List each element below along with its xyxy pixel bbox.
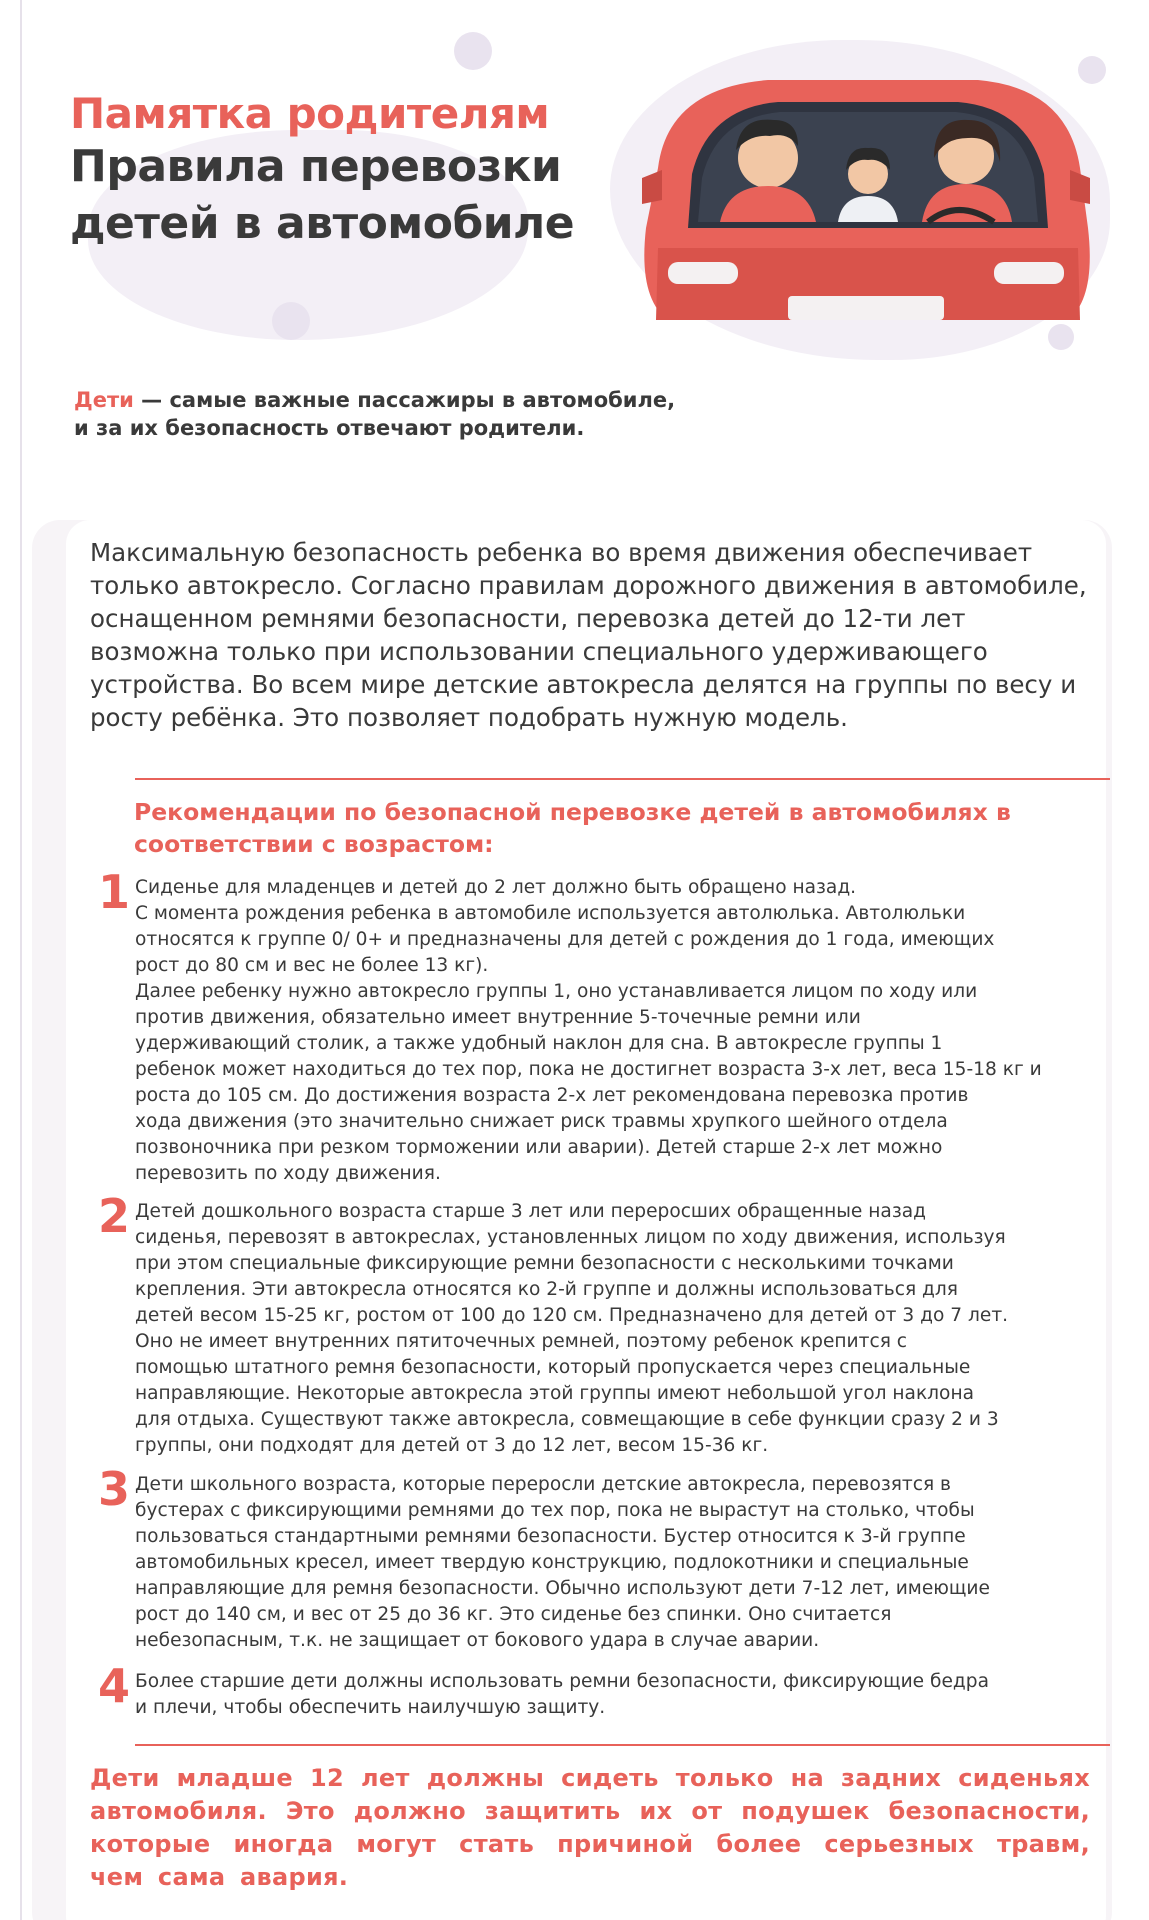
page-edge-line [20,0,22,1920]
title-line: Правила перевозки [70,141,562,193]
divider [135,1744,1110,1746]
item-text: Более старшие дети должны использовать ремни безопасности, фиксирующие бедра и плечи, чтобы обеспечить наилучшую защиту. [135,1671,989,1718]
item-text: Дети школьного возраста, которые переросли детские автокресла, перевозятся в бустерах с фиксирующими ремнями до тех пор, пока не вырастут на столько, чтобы пользоваться стандартными ремнями безопасности. Бустер относится к 3-й группе автомобильных кресел, имеет твердую конструкцию, подлокотники и специальные направляющие для ремня безопасности. Обычно используют дети 7-12 лет, имеющие рост до 140 см, и вес от 25 до 36 кг. Это сиденье без спинки. Оно считается небезопасным, т.к. не защищает от бокового удара в случае аварии. [135,1474,990,1651]
title-line: детей в автомобиле [70,198,575,250]
intro-line: — самые важные пассажиры в автомобиле, [133,388,676,412]
divider [135,778,1110,780]
item-number: 1 [97,865,130,919]
item-number: 2 [97,1189,130,1243]
decorative-dot [272,302,310,340]
item-text: Сиденье для младенцев и детей до 2 лет должно быть обращено назад. С момента рождения ребенка в автомобиле используется автолюлька. Автолюльки относятся к группе 0/ 0+ и предназначены для детей с рождения до 1 года, имеющих рост до 80 см и вес не более 13 кг). Далее ребенку нужно автокресло группы 1, оно устанавливается лицом по ходу или против движения, обязательно имеет внутренние 5-точечные ремни или удерживающий столик, а также удобный наклон для сна. В автокресле группы 1 ребенок может находиться до тех пор, пока не достигнет возраста 3-х лет, веса 15-18 кг и роста до 105 см. До достижения возраста 2-х лет рекомендована перевозка против хода движения (это значительно снижает риск травмы хрупкого шейного отдела позвоночника при резком торможении или аварии). Детей старше 2-х лет можно перевозить по ходу движения. [135,877,1042,1184]
recommendations-title: Рекомендации по безопасной перевозке детей в автомобилях в соответствии с возрастом: [134,798,1011,858]
final-warning: Дети младше 12 лет должны сидеть только на задних сиденьях автомобиля. Это должно защитить их от подушек безопасности, которые иногда могут стать причиной более серьезных травм, чем сама авария. [90,1764,1090,1891]
decorative-dot [454,32,492,70]
intro-line: и за их безопасность отвечают родители. [74,416,585,441]
intro-accent: Дети [74,388,134,412]
item-number: 3 [97,1462,130,1516]
lead-paragraph: Максимальную безопасность ребенка во время движения обеспечивает только автокресло. Согласно правилам дорожного движения в автомобиле, оснащенном ремнями безопасности, перевозка детей до 12-ти лет возможна только при использовании специального удерживающего устройства. Во всем мире детские автокресла делятся на группы по весу и росту ребёнка. Это позволяет подобрать нужную модель. [90,538,1087,732]
intro-text [74,386,714,443]
page-title [70,90,630,253]
family-in-car-illustration [628,58,1104,348]
item-number: 4 [97,1659,130,1713]
title-accent: Памятка родителям [70,89,550,138]
item-text: Детей дошкольного возраста старше 3 лет или переросших обращенные назад сиденья, перевозят в автокреслах, установленных лицом по ходу движения, используя при этом специальные фиксирующие ремни безопасности с несколькими точками крепления. Эти автокресла относятся ко 2-й группе и должны использоваться для детей весом 15-25 кг, ростом от 100 до 120 см. Предназначено для детей от 3 до 7 лет. Оно не имеет внутренних пятиточечных ремней, поэтому ребенок крепится с помощью штатного ремня безопасности, который пропускается через специальные направляющие. Некоторые автокресла этой группы имеют небольшой угол наклона для отдыха. Существуют также автокресла, совмещающие в себе функции сразу 2 и 3 группы, они подходят для детей от 3 до 12 лет, весом 15-36 кг. [135,1201,1009,1456]
